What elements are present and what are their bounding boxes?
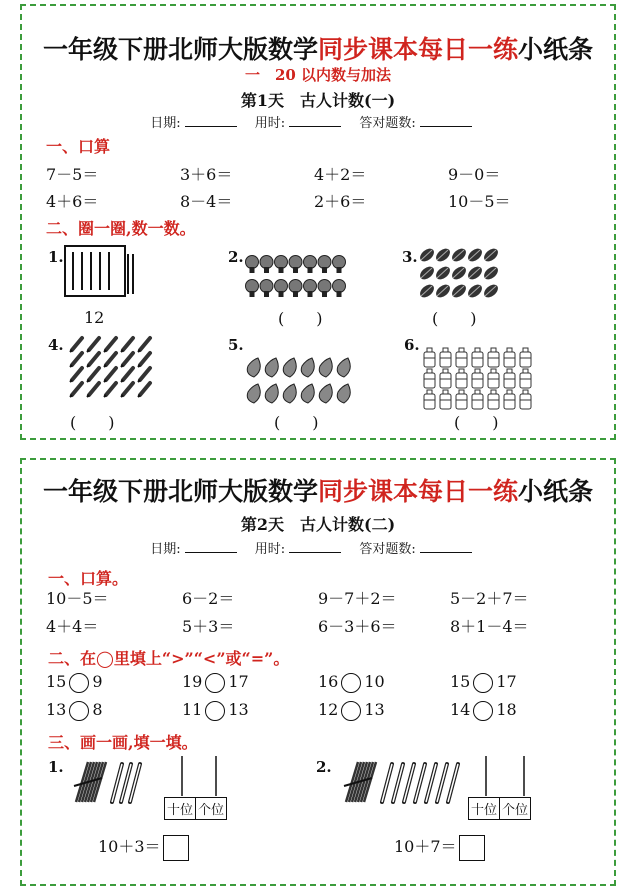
date-label: 日期: xyxy=(150,542,181,557)
correct-label: 答对题数: xyxy=(359,116,416,131)
section-count-heading: 二、圈一圈,数一数。 xyxy=(46,219,196,238)
answer-box[interactable] xyxy=(163,835,189,861)
section-draw-heading: 三、画一画,填一填。 xyxy=(48,733,198,752)
ones-label: 个位 xyxy=(196,797,227,820)
oral-problem: 8－4＝ xyxy=(180,192,233,211)
pencil-icon xyxy=(62,336,177,406)
sheet-title xyxy=(22,472,614,508)
compare-item xyxy=(46,700,103,721)
meta-row xyxy=(22,538,614,557)
count-answer[interactable]: ( ) xyxy=(278,309,323,328)
title-part-3: 小纸条 xyxy=(518,35,594,64)
stick-bundle-icon xyxy=(62,756,162,812)
date-blank[interactable] xyxy=(185,114,237,127)
compare-circle[interactable] xyxy=(341,673,361,693)
compare-left: 16 xyxy=(318,672,339,691)
time-blank[interactable] xyxy=(289,114,341,127)
water-drop-icon xyxy=(244,356,364,412)
oral-problem: 9－0＝ xyxy=(448,165,501,184)
compare-circle[interactable] xyxy=(473,673,493,693)
compare-circle[interactable] xyxy=(341,701,361,721)
correct-blank[interactable] xyxy=(420,114,472,127)
title-part-3: 小纸条 xyxy=(518,477,594,506)
worksheet-day-1 xyxy=(20,4,616,440)
compare-item xyxy=(46,672,103,693)
compare-item xyxy=(182,672,249,693)
item-label: 2. xyxy=(228,248,244,266)
date-label: 日期: xyxy=(150,116,181,131)
compare-left: 15 xyxy=(450,672,471,691)
compare-right: 9 xyxy=(92,672,103,691)
oral-problem: 4＋6＝ xyxy=(46,192,99,211)
place-value-labels xyxy=(468,797,531,820)
compare-item xyxy=(318,672,385,693)
oral-problem: 4＋2＝ xyxy=(314,165,367,184)
lesson-title: 第2天 古人计数(二) xyxy=(240,515,396,534)
meta-row xyxy=(22,112,614,131)
compare-right: 13 xyxy=(228,700,249,719)
compare-right: 13 xyxy=(364,700,385,719)
compare-right: 10 xyxy=(364,672,385,691)
oral-problem: 7－5＝ xyxy=(46,165,99,184)
oral-problem: 5＋3＝ xyxy=(182,617,235,636)
time-label: 用时: xyxy=(254,542,286,557)
title-part-1: 一年级下册北师大版数学 xyxy=(42,477,318,506)
count-answer[interactable]: ( ) xyxy=(274,413,319,432)
item-label: 5. xyxy=(228,336,244,354)
title-highlight: 同步课本每日一练 xyxy=(317,35,518,64)
worksheet-day-2 xyxy=(20,458,616,886)
item-label: 2. xyxy=(316,758,332,776)
compare-circle[interactable] xyxy=(473,701,493,721)
unit-title: 一 20 以内数与加法 xyxy=(244,66,392,84)
correct-label: 答对题数: xyxy=(359,542,416,557)
compare-right: 17 xyxy=(228,672,249,691)
section-oral-heading: 一、口算 xyxy=(46,137,111,156)
draw-equation xyxy=(394,834,485,861)
lightbulb-icon xyxy=(244,254,354,302)
oral-problem: 6－3＋6＝ xyxy=(318,617,397,636)
tens-label: 十位 xyxy=(164,797,196,820)
compare-circle[interactable] xyxy=(69,701,89,721)
draw-equation xyxy=(98,834,189,861)
oral-problem: 3＋6＝ xyxy=(180,165,233,184)
compare-left: 14 xyxy=(450,700,471,719)
tally-sticks-icon xyxy=(64,244,134,300)
place-value-labels xyxy=(164,797,227,820)
oral-problem: 5－2＋7＝ xyxy=(450,589,529,608)
count-answer[interactable]: ( ) xyxy=(454,413,499,432)
section-compare-heading: 二、在◯里填上“>”“<”或“=”。 xyxy=(48,649,290,668)
leaf-icon xyxy=(418,246,528,302)
oral-problem: 9－7＋2＝ xyxy=(318,589,397,608)
date-blank[interactable] xyxy=(185,540,237,553)
item-label: 3. xyxy=(402,248,418,266)
time-blank[interactable] xyxy=(289,540,341,553)
equation-text: 10＋3＝ xyxy=(98,837,161,856)
oral-problem: 6－2＝ xyxy=(182,589,235,608)
compare-circle[interactable] xyxy=(69,673,89,693)
ones-label: 个位 xyxy=(500,797,531,820)
compare-circle[interactable] xyxy=(205,673,225,693)
compare-item xyxy=(450,672,517,693)
item-label: 1. xyxy=(48,758,64,776)
count-answer[interactable]: ( ) xyxy=(70,413,115,432)
bottle-icon xyxy=(420,346,550,412)
compare-left: 13 xyxy=(46,700,67,719)
count-answer[interactable]: 12 xyxy=(84,308,105,327)
sheet-title xyxy=(22,30,614,66)
title-part-1: 一年级下册北师大版数学 xyxy=(42,35,318,64)
compare-left: 15 xyxy=(46,672,67,691)
compare-circle[interactable] xyxy=(205,701,225,721)
compare-left: 19 xyxy=(182,672,203,691)
lesson-title: 第1天 古人计数(一) xyxy=(240,91,396,110)
item-label: 4. xyxy=(48,336,64,354)
section-oral-heading: 一、口算。 xyxy=(48,569,129,588)
correct-blank[interactable] xyxy=(420,540,472,553)
oral-problem: 10－5＝ xyxy=(448,192,511,211)
compare-right: 17 xyxy=(496,672,517,691)
oral-problem: 4＋4＝ xyxy=(46,617,99,636)
time-label: 用时: xyxy=(254,116,286,131)
compare-right: 8 xyxy=(92,700,103,719)
oral-problem: 2＋6＝ xyxy=(314,192,367,211)
compare-item xyxy=(450,700,517,721)
compare-left: 11 xyxy=(182,700,203,719)
compare-item xyxy=(182,700,249,721)
stick-bundle-icon xyxy=(332,756,482,812)
answer-box[interactable] xyxy=(459,835,485,861)
oral-problem: 8＋1－4＝ xyxy=(450,617,529,636)
compare-item xyxy=(318,700,385,721)
compare-right: 18 xyxy=(496,700,517,719)
oral-problem: 10－5＝ xyxy=(46,589,109,608)
item-label: 6. xyxy=(404,336,420,354)
title-highlight: 同步课本每日一练 xyxy=(317,477,518,506)
equation-text: 10＋7＝ xyxy=(394,837,457,856)
count-answer[interactable]: ( ) xyxy=(432,309,477,328)
item-label: 1. xyxy=(48,248,64,266)
compare-left: 12 xyxy=(318,700,339,719)
tens-label: 十位 xyxy=(468,797,500,820)
